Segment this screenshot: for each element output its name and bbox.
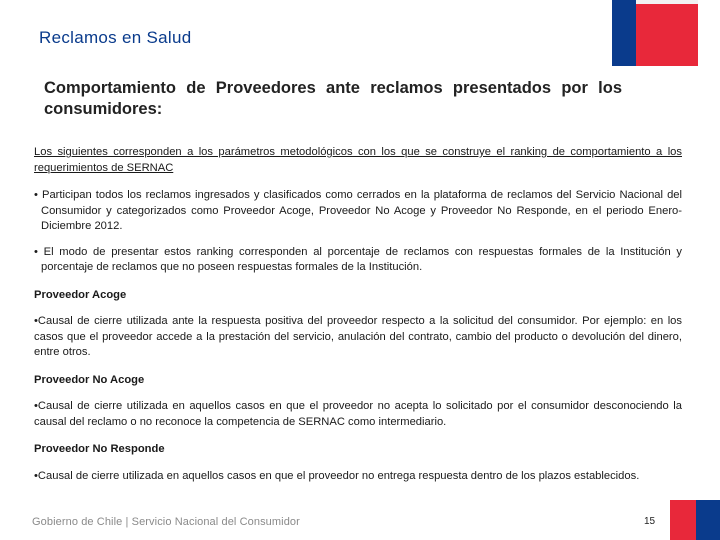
intro-text: Los siguientes corresponden a los parámetros metodológicos con los que se construye el ranking de comportamiento a los requerimientos de SERNAC xyxy=(34,146,682,174)
slide-content xyxy=(34,145,682,496)
section-heading-no-responde: Proveedor No Responde xyxy=(34,443,165,455)
slide-title: Comportamiento de Proveedores ante reclamos presentados por los consumidores: xyxy=(44,79,622,118)
footer-stripe-red xyxy=(670,500,696,540)
page-number: 15 xyxy=(644,516,656,527)
section-text-no-acoge: •Causal de cierre utilizada en aquellos casos en que el proveedor no acepta lo solicitado por el consumidor desconociendo la causal del reclamo o no reconoce la competencia de SERNAC como intermediario. xyxy=(34,400,682,428)
bullet-item: • Participan todos los reclamos ingresados y clasificados como cerrados en la plataforma de reclamos del Servicio Nacional del Consumidor y categorizados como Proveedor Acoge, Proveedor No Acoge y Proveedor No Responde, en el periodo Enero-Diciembre 2012. xyxy=(34,189,682,232)
bullet-item: • El modo de presentar estos ranking corresponden al porcentaje de reclamos con respuestas formales de la Institución y porcentaje de reclamos que no poseen respuestas formales de la Institución. xyxy=(34,245,682,273)
section-text-no-responde: •Causal de cierre utilizada en aquellos casos en que el proveedor no entrega respuesta dentro de los plazos establecidos. xyxy=(34,469,640,482)
section-heading-acoge: Proveedor Acoge xyxy=(34,288,127,301)
section-text-acoge: •Causal de cierre utilizada ante la respuesta positiva del proveedor respecto a la solicitud del consumidor. Por ejemplo: en los casos que el proveedor accede a la prestación del servicio, anulación del contrato, cambio del producto o devolución del dinero, entre otros. xyxy=(34,315,682,358)
footer-logo: Gobierno de Chile | Servicio Nacional del Consumidor xyxy=(32,516,300,528)
footer-stripe-blue xyxy=(696,500,720,540)
section-heading-no-acoge: Proveedor No Acoge xyxy=(34,373,145,386)
flag-stripe-red xyxy=(636,4,698,66)
header-title: Reclamos en Salud xyxy=(39,28,192,47)
flag-stripe-blue xyxy=(612,0,636,66)
